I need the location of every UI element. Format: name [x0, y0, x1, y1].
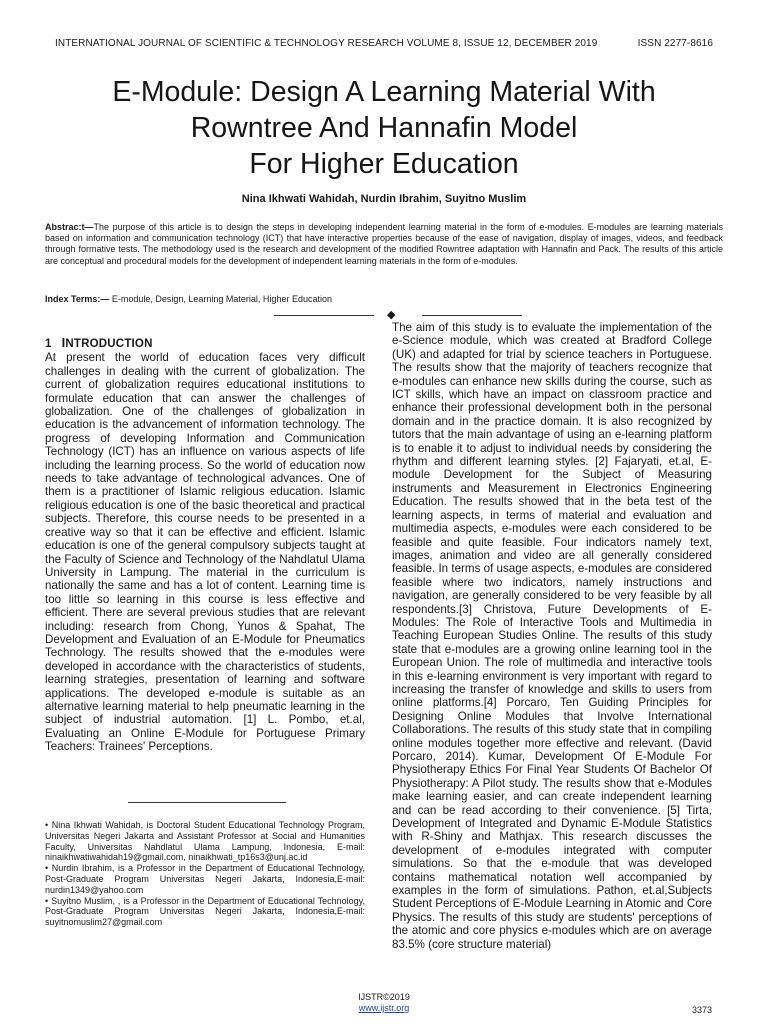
- introduction-paragraph: At present the world of education faces very difficult challenges in dealing with the current of globalization. The current of globalization requires educational institutions to formulate education that can answer the challenges of globalization. One of the challenges of globalization in education is the advancement of information technology. The progress of developing Information and Communication Technology (ICT) has an influence on various aspects of life including the learning process. So the world of education now needs to take advantage of technological advances. One of them is a practitioner of Islamic religious education. Islamic religious education is one of the basic theoretical and practical subjects. Therefore, this course needs to be presented in a creative way so that it can be effective and efficient. Islamic education is one of the general compulsory subjects taught at the Faculty of Science and Technology of the Nahdlatul Ulama University in Lampung. The material in the curriculum is nationally the same and has a lot of content. Learning time is too little so learning in this course is less effective and efficient. There are several previous studies that are relevant including: research from Chong, Yunos & Spahat, The Development and Evaluation of an E-Module for Pneumatics Technology. The results showed that the e-modules were developed in accordance with the characteristics of students, learning strategies, presentation of learning and software applications. The developed e-module is suitable as an alternative learning material to help pneumatic learning in the subject of industrial automation. [1] L. Pombo, et.al, Evaluating an Online E-Module for Portuguese Primary Teachers: Trainees' Perceptions.: [45, 351, 365, 754]
- page-footer: [0, 992, 768, 1014]
- section-heading-introduction: [45, 336, 365, 351]
- right-column: [392, 321, 712, 951]
- title-line-1: E-Module: Design A Learning Material With: [112, 76, 656, 108]
- footnote-author-3: • Suyitno Muslim, , is a Professor in the Department of Educational Technology, Post-Graduate Program Universitas Negeri Jakarta, Indonesia,E-mail: suyitnomuslim27@gmail.com: [45, 895, 365, 928]
- section-title-initial: I: [61, 335, 66, 350]
- journal-name: INTERNATIONAL JOURNAL OF SCIENTIFIC & TECHNOLOGY RESEARCH VOLUME 8, ISSUE 12, DECEMBER 2019: [55, 38, 598, 49]
- abstract-label: Abstrac:t—: [45, 222, 94, 232]
- running-header: [40, 38, 728, 49]
- index-terms: [45, 294, 723, 305]
- section-title-rest: NTRODUCTION: [65, 338, 153, 350]
- title-line-3: For Higher Education: [249, 148, 519, 180]
- separator-line-right: [422, 315, 522, 316]
- index-terms-label: Index Terms:—: [45, 294, 110, 304]
- footnote-author-2: • Nurdin Ibrahim, is a Professor in the Department of Educational Technology, Post-Graduate Program Universitas Negeri Jakarta, Indonesia,E-mail: nurdin1349@yahoo.com: [45, 863, 365, 895]
- footer-copyright: IJSTR©2019: [358, 992, 410, 1002]
- right-column-paragraph: The aim of this study is to evaluate the implementation of the e-Science module, which was created at Bradford College (UK) and adapted for trial by science teachers in Portuguese. The results show that the majority of teachers recognize that e-modules can enhance new skills during the course, such as ICT skills, which have an impact on classroom practice and enhance their professional development both in the personal domain and in the practice domain. It is also recognized by tutors that the main advantage of using an e-learning platform is to enable it to adjust to individual needs by considering the rhythm and different learning styles. [2] Fajaryati, et.al, E-module Development for the Subject of Measuring instruments and Measurement in Electronics Engineering Education. The results showed that in the beta test of the learning aspects, in terms of material and evaluation and multimedia aspects, e-modules were each considered to be feasible and quite feasible. Four indicators namely text, images, animation and video are all generally considered feasible. In terms of usage aspects, e-modules are considered feasible where two indicators, namely instructions and navigation, are generally considered to be very feasible by all respondents.[3] Christova, Future Developments of E-Modules: The Role of Interactive Tools and Multimedia in Teaching European Studies Online. The results of this study state that e-modules are a growing online learning tool in the European Union. The role of multimedia and interactive tools in this e-learning environment is very important with regard to increasing the transfer of knowledge and skills to users from online platforms.[4] Porcaro, Ten Guiding Principles for Designing Online Modules that Involve International Collaborations. The results of this study state that in compiling online modules together more effective and relevant. (David Porcaro, 2014). Kumar, Development Of E-Module For Physiotherapy Ethics For Final Year Students Of Bachelor Of Physiotherapy: A Pilot study. The results show that e-Modules make learning easier, and can create independent learning and can be read according to their convenience. [5] Tirta, Development of Integrated and Dynamic E-Module Statistics with R-Shiny and Mathjax. This research discusses the development of e-modules integrated with computer simulations. So that the e-module that was developed contains mathematical notation well accompanied by examples in the form of simulations. Pathon, et.al,Subjects Student Perceptions of E-Module Learning in Atomic and Core Physics. The results of this study are students' perceptions of the atomic and core physics e-modules which are on average 83.5% (core structure material): [392, 321, 712, 951]
- abstract-text: The purpose of this article is to design the steps in developing independent learning material in the form of e-modules. E-modules are learning materials based on information and communication technology (ICT) that have interactive properties because of the ease of navigation, display of images, videos, and feedback through formative tests. The methodology used is the research and development of the modified Rowntree adaptation with Hannafin and Pack. The results of this article are conceptual and procedural models for the development of independent learning materials in the form of e-modules.: [45, 222, 723, 266]
- page-number: 3373: [692, 1005, 713, 1015]
- footnote-rule: [128, 802, 286, 803]
- footer-url-link[interactable]: www.ijstr.org: [358, 1003, 410, 1013]
- abstract: [45, 222, 723, 267]
- left-column: [45, 336, 365, 754]
- issn: ISSN 2277-8616: [637, 38, 713, 49]
- footnote-author-1: • Nina Ikhwati Wahidah, is Doctoral Student Educational Technology Program, Universitas Negeri Jakarta and Assistant Professor at Social and Humanities Faculty, Universitas Nahdlatul Ulama Lampung, Indonesia, E-mail: ninaikhwatiwahidah19@gmail.com, ninaikhwati_tp16s3@unj.ac.id: [45, 820, 365, 863]
- index-terms-text: E-module, Design, Learning Material, Higher Education: [109, 294, 332, 304]
- author-footnotes: [45, 820, 365, 928]
- separator-line-left: [274, 315, 374, 316]
- title-line-2: Rowntree And Hannafin Model: [190, 112, 578, 144]
- authors: Nina Ikhwati Wahidah, Nurdin Ibrahim, Suyitno Muslim: [241, 193, 527, 205]
- section-separator: [274, 311, 522, 321]
- section-number: 1: [45, 338, 52, 350]
- diamond-icon: ◆: [387, 309, 396, 321]
- paper-title: [40, 74, 728, 182]
